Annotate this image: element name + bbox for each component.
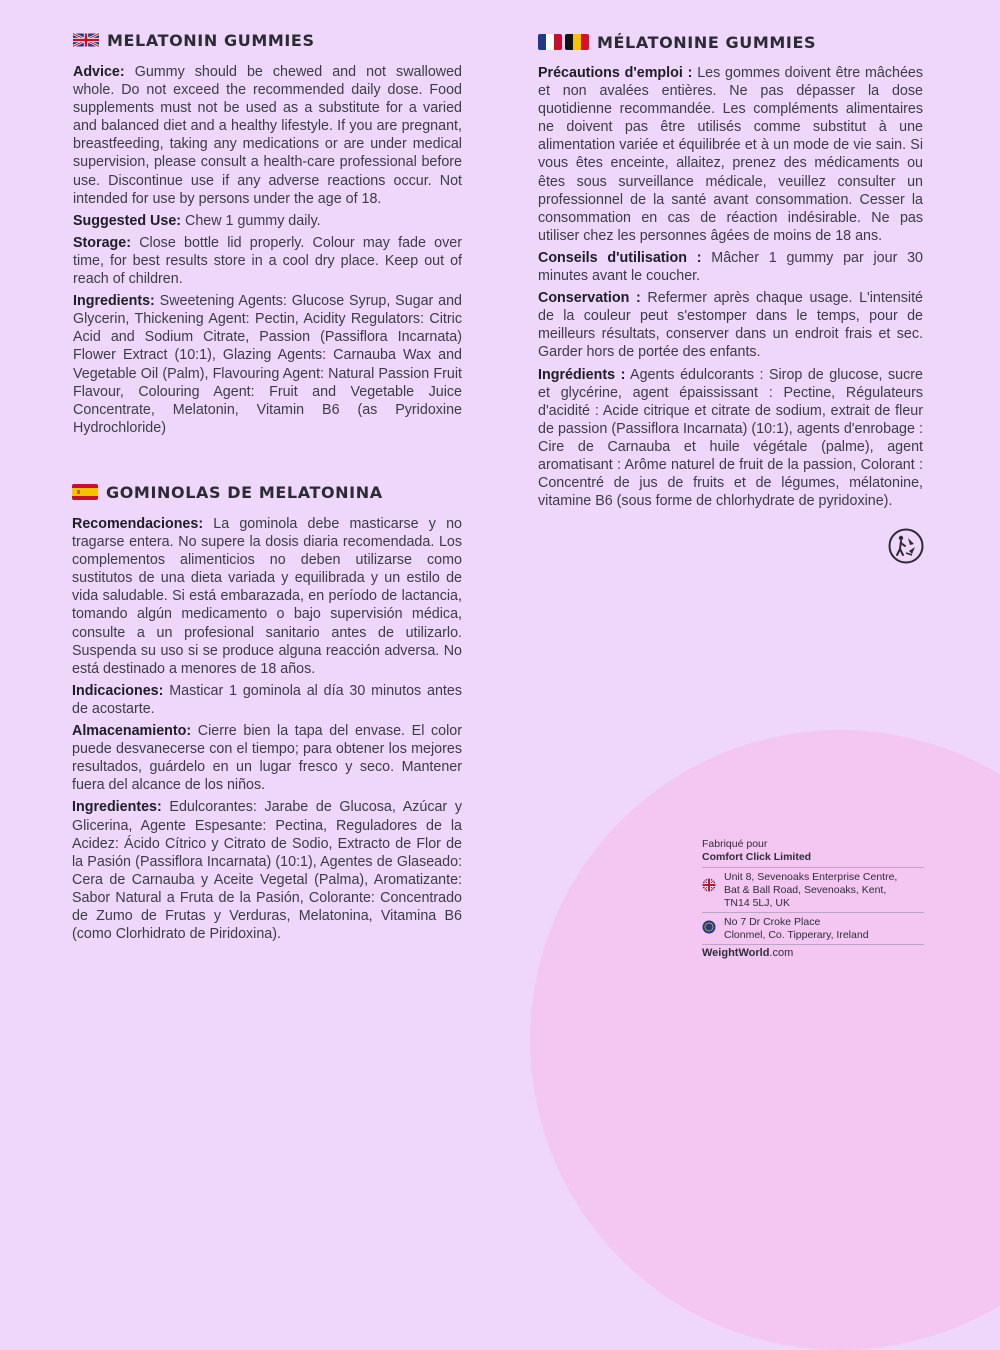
precautions-label: Précautions d'emploi : <box>538 65 693 81</box>
france-flag-icon <box>538 34 562 50</box>
decorative-circle <box>530 730 1000 1350</box>
uk-address-row <box>702 867 924 912</box>
french-heading <box>538 32 923 52</box>
ingredients-fr-paragraph <box>538 366 923 511</box>
advice-paragraph <box>73 63 462 208</box>
conseils-label: Conseils d'utilisation : <box>538 249 702 266</box>
uk-flag-icon <box>73 32 99 48</box>
advice-label: Advice: <box>73 64 125 80</box>
eu-flag-icon <box>702 920 716 934</box>
indicaciones-label: Indicaciones: <box>72 682 164 699</box>
website-domain: .com <box>769 947 794 959</box>
conservation-text: Refermer après chaque usage. L'intensité de la couleur peut s'estomper dans le temps, pour de meilleurs résultats, conserver dans un endroit frais et sec. Garder hors de portée des enfants. <box>538 290 923 361</box>
website-name: WeightWorld <box>702 947 770 959</box>
advice-text: Gummy should be chewed and not swallowed whole. Do not exceed the recommended daily dose. Food supplements must not be used as a substitute for a varied and balanced diet and a healthy lifestyle. If you are pregnant, breastfeeding, taking any medications or are under medical supervision, please consult a health-care professional before use. Discontinue use if any adverse reactions occur. Not intended for use by persons under the age of 18. <box>73 64 462 207</box>
company-name: Comfort Click Limited <box>702 851 812 863</box>
almacenamiento-paragraph <box>72 722 462 794</box>
spanish-heading <box>72 482 462 502</box>
suggested-use-paragraph <box>73 212 462 230</box>
precautions-text: Les gommes doivent être mâchées et non avalées entières. Ne pas dépasser la dose quotidienne recommandée. Les compléments alimentaires ne doivent pas être utilisés comme substitut à une alimentation variée et équilibrée et à un mode de vie sain. Si vous êtes enceinte, allaitez, prenez des médicaments ou êtes sous surveillance médicale, veuillez consulter un professionnel de la santé avant consommation. Cesser la consommation en cas de réaction indésirable. Ne pas utiliser chez les personnes âgées de moins de 18 ans. <box>538 65 924 244</box>
spain-flag-icon <box>72 484 98 500</box>
ingredients-fr-label: Ingrédients : <box>538 366 626 383</box>
english-section <box>73 30 462 441</box>
almacenamiento-label: Almacenamiento: <box>72 723 192 740</box>
conservation-label: Conservation : <box>538 290 641 307</box>
indicaciones-paragraph <box>72 682 462 718</box>
manufacturer-block <box>702 838 924 960</box>
uk-address <box>724 871 897 910</box>
recomendaciones-label: Recomendaciones: <box>72 516 204 532</box>
uk-flag-icon <box>702 878 716 892</box>
storage-label: Storage: <box>73 234 131 251</box>
made-for-label: Fabriqué pour <box>702 838 768 850</box>
conseils-paragraph <box>538 249 923 285</box>
eu-address-line-1: No 7 Dr Croke Place <box>724 916 821 928</box>
recomendaciones-text: La gominola debe masticarse y no tragarse entera. No supere la dosis diaria recomendada. Los complementos alimenticios no deben utilizarse como sustitutos de una dieta variada y equilibrada y un estilo de vida saludable. Si está embarazada, en período de lactancia, tomando algún medicamento o bajo supervisión médica, consulte a un profesional sanitario antes de utilizarlo. Suspenda su uso si se produce alguna reacción adversa. No está destinado a menores de 18 años. <box>72 516 462 677</box>
storage-text: Close bottle lid properly. Colour may fade over time, for best results store in a cool dry place. Keep out of reach of children. <box>73 234 462 288</box>
ingredientes-paragraph <box>72 798 462 943</box>
english-heading <box>73 30 462 50</box>
eu-address <box>724 916 869 942</box>
spanish-title: GOMINOLAS DE MELATONINA <box>106 482 383 502</box>
uk-address-line-3: TN14 5LJ, UK <box>724 897 790 909</box>
eu-address-line-2: Clonmel, Co. Tipperary, Ireland <box>724 929 869 941</box>
almacenamiento-text: Cierre bien la tapa del envase. El color puede desvanecerse con el tiempo; para obtener los mejores resultados, guárdelo en un lugar fresco y seco. Mantener fuera del alcance de los niños. <box>72 723 462 794</box>
uk-address-line-2: Bat & Ball Road, Sevenoaks, Kent, <box>724 884 887 896</box>
spanish-section <box>72 482 462 947</box>
precautions-paragraph <box>538 64 923 245</box>
english-title: MELATONIN GUMMIES <box>107 30 315 50</box>
eu-address-row <box>702 912 924 944</box>
indicaciones-text: Masticar 1 gominola al día 30 minutos antes de acostarte. <box>72 682 462 717</box>
recomendaciones-paragraph <box>72 515 462 678</box>
ingredients-paragraph <box>73 292 462 437</box>
suggested-use-text: Chew 1 gummy daily. <box>181 212 321 229</box>
ingredientes-label: Ingredientes: <box>72 799 162 816</box>
suggested-use-label: Suggested Use: <box>73 212 182 229</box>
ingredientes-text: Edulcorantes: Jarabe de Glucosa, Azúcar y Glicerina, Agente Espesante: Pectina, Reguladores de la Acidez: Ácido Cítrico y Citrato de Sodio, Extracto de Flor de la Pasión (Passiflora Incarnata) (10:1), Agentes de Glaseado: Cera de Carnauba y Aceite Vegetal (Palma), Aromatizante: Sabor Natural a Fruta de la Pasión, Colorante: Concentrado de Zumo de Frutas y Verduras, Melatonina, Vitamina B6 (como Clorhidrato de Piridoxina). <box>72 799 462 943</box>
belgium-flag-icon <box>565 34 589 50</box>
ingredients-fr-text: Agents édulcorants : Sirop de glucose, sucre et glycérine, agent épaississant : Pectine, Régulateurs d'acidité : Acide citrique et citrate de sodium, extrait de fleur de passion (Passiflora Incarnata) (10:1), agents d'enrobage : Cire de Carnauba et huile végétale (palme), agent aromatisant : Arôme naturel de fruit de la passion, Colorant : Concentré de jus de fruits et de légumes, mélatonine, vitamine B6 (sous forme de chlorhydrate de pyridoxine). <box>538 366 923 510</box>
ingredients-text: Sweetening Agents: Glucose Syrup, Sugar and Glycerin, Thickening Agent: Pectin, Acidity Regulators: Citric Acid and Sodium Citrate, Passion (Passiflora Incarnata) Flower Extract (10:1), Glazing Agents: Carnauba Wax and Vegetable Oil (Palm), Flavouring Agent: Natural Passion Fruit Flavour, Colouring Agent: Fruit and Vegetable Juice Concentrate, Melatonin, Vitamin B6 (as Pyridoxine Hydrochloride) <box>73 293 462 436</box>
french-section <box>538 32 923 514</box>
triman-recycle-icon <box>888 528 924 564</box>
conseils-text: Mâcher 1 gummy par jour 30 minutes avant le coucher. <box>538 249 923 285</box>
storage-paragraph <box>73 234 462 288</box>
website-link[interactable] <box>702 944 924 960</box>
uk-address-line-1: Unit 8, Sevenoaks Enterprise Centre, <box>724 871 898 883</box>
ingredients-label: Ingredients: <box>73 293 155 310</box>
conservation-paragraph <box>538 289 923 361</box>
french-title: MÉLATONINE GUMMIES <box>597 32 817 52</box>
